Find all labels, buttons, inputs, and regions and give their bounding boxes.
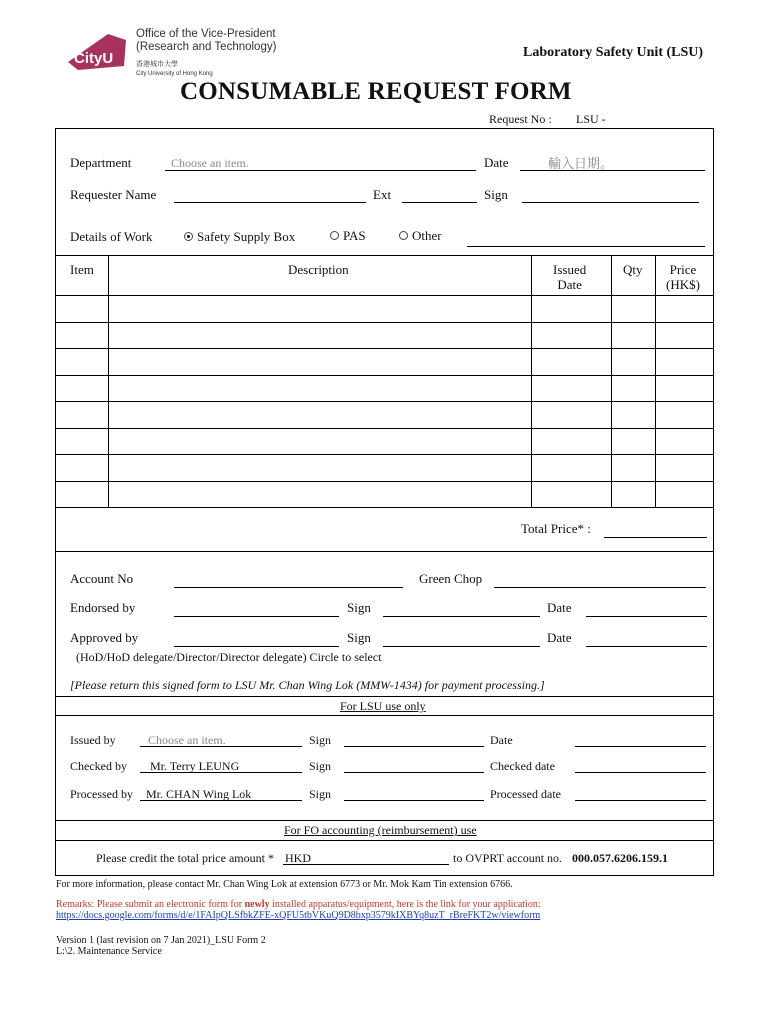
total-price-label: Total Price* : — [521, 521, 591, 536]
request-no-value: LSU - — [576, 112, 606, 126]
processed-date-input[interactable] — [575, 800, 706, 801]
table-row[interactable] — [55, 295, 714, 296]
version-text: Version 1 (last revision on 7 Jan 2021)_LSU Form 2 — [56, 935, 266, 946]
checked-sign-label: Sign — [309, 759, 332, 773]
radio-icon — [330, 231, 339, 240]
endorsed-sign-label: Sign — [347, 600, 371, 615]
application-link[interactable]: https://docs.google.com/forms/d/e/1FAIpQLSfbkZFE-xQFU5tbVKuQ9D8bxp3579kIXBYq8uzT_rBreFKT2w/viewform — [56, 910, 541, 921]
processed-by-label: Processed by — [70, 787, 133, 801]
credit-amount-input[interactable] — [283, 864, 449, 865]
unit-name: Laboratory Safety Unit (LSU) — [523, 45, 704, 60]
approved-label: Approved by — [70, 630, 139, 645]
approved-input[interactable] — [174, 646, 339, 647]
endorsed-label: Endorsed by — [70, 600, 136, 615]
issued-sign-input[interactable] — [344, 746, 484, 747]
issued-by-label: Issued by — [70, 733, 116, 747]
return-note: [Please return this signed form to LSU Mr. Chan Wing Lok (MMW-1434) for payment processing.] — [70, 678, 545, 692]
request-no-label: Request No : — [489, 112, 552, 126]
approved-sign-input[interactable] — [383, 646, 540, 647]
requester-input[interactable] — [174, 202, 366, 203]
col-issued-date: Issued Date — [553, 262, 587, 292]
logo-text: CityU — [74, 50, 114, 67]
credit-currency: HKD — [285, 851, 311, 865]
cityu-logo — [64, 26, 284, 78]
option-safety-supply-box[interactable]: Safety Supply Box — [184, 229, 295, 245]
endorsed-sign-input[interactable] — [383, 616, 540, 617]
account-input[interactable] — [174, 587, 403, 588]
office-line1: Office of the Vice-President — [136, 28, 276, 40]
col-price: Price (HK$) — [666, 262, 700, 292]
option-other[interactable]: Other — [399, 228, 442, 244]
details-label: Details of Work — [70, 229, 153, 244]
approved-sign-label: Sign — [347, 630, 371, 645]
table-row[interactable] — [55, 454, 714, 455]
checked-sign-input[interactable] — [344, 772, 484, 773]
col-qty: Qty — [623, 262, 643, 277]
department-label: Department — [70, 155, 132, 170]
processed-by-value: Mr. CHAN Wing Lok — [146, 787, 252, 801]
green-chop-input[interactable] — [494, 587, 706, 588]
fo-heading: For FO accounting (reimbursement) use — [284, 823, 477, 837]
account-label: Account No — [70, 571, 134, 586]
cityu-logo-icon — [64, 32, 130, 72]
office-line2: (Research and Technology) — [136, 41, 277, 53]
issued-sign-label: Sign — [309, 733, 332, 747]
total-price-input[interactable] — [604, 537, 707, 538]
col-description: Description — [288, 262, 349, 277]
date-input[interactable]: 輸入日期。 — [548, 156, 614, 171]
lsu-heading: For LSU use only — [340, 699, 426, 713]
radio-selected-icon — [184, 232, 193, 241]
option-pas[interactable]: PAS — [330, 228, 366, 244]
ext-input[interactable] — [402, 202, 477, 203]
approved-date-input[interactable] — [586, 646, 707, 647]
issued-date-input[interactable] — [575, 746, 706, 747]
remarks: Remarks: Please submit an electronic form for newly installed apparatus/equipment, here is the link for your application: — [56, 899, 541, 910]
endorsed-date-label: Date — [547, 600, 572, 615]
table-row[interactable] — [55, 481, 714, 482]
endorsed-date-input[interactable] — [586, 616, 707, 617]
green-chop-label: Green Chop — [419, 571, 483, 586]
chinese-name: 香港城市大學 — [136, 61, 178, 68]
processed-sign-label: Sign — [309, 787, 332, 801]
date-label: Date — [484, 155, 509, 170]
contact-info: For more information, please contact Mr. Chan Wing Lok at extension 6773 or Mr. Mok Kam Tin extension 6766. — [56, 879, 513, 890]
issued-by-select[interactable]: Choose an item. — [148, 733, 226, 747]
table-row[interactable] — [55, 428, 714, 429]
checked-date-label: Checked date — [490, 759, 555, 773]
account-number: 000.057.6206.159.1 — [572, 851, 668, 865]
sign-label: Sign — [484, 187, 508, 202]
university-name: City University of Hong Kong — [136, 71, 213, 77]
table-row[interactable] — [55, 401, 714, 402]
checked-date-input[interactable] — [575, 772, 706, 773]
approved-date-label: Date — [547, 630, 572, 645]
processed-sign-input[interactable] — [344, 800, 484, 801]
table-row[interactable] — [55, 322, 714, 323]
requester-label: Requester Name — [70, 187, 157, 202]
radio-icon — [399, 231, 408, 240]
endorsed-input[interactable] — [174, 616, 339, 617]
checked-by-label: Checked by — [70, 759, 127, 773]
issued-date-label: Date — [490, 733, 513, 747]
page-title: CONSUMABLE REQUEST FORM — [180, 78, 572, 105]
table-row[interactable] — [55, 375, 714, 376]
table-row[interactable] — [55, 348, 714, 349]
other-input[interactable] — [467, 246, 705, 247]
col-item: Item — [70, 262, 94, 277]
to-account-text: to OVPRT account no. — [453, 851, 563, 865]
department-select[interactable]: Choose an item. — [171, 156, 249, 170]
approver-note: (HoD/HoD delegate/Director/Director delegate) Circle to select — [76, 650, 382, 664]
sign-input[interactable] — [522, 202, 699, 203]
checked-by-value: Mr. Terry LEUNG — [150, 759, 240, 773]
credit-text: Please credit the total price amount * — [96, 851, 274, 865]
processed-date-label: Processed date — [490, 787, 561, 801]
path-text: L:\2. Maintenance Service — [56, 946, 162, 957]
ext-label: Ext — [373, 187, 392, 202]
